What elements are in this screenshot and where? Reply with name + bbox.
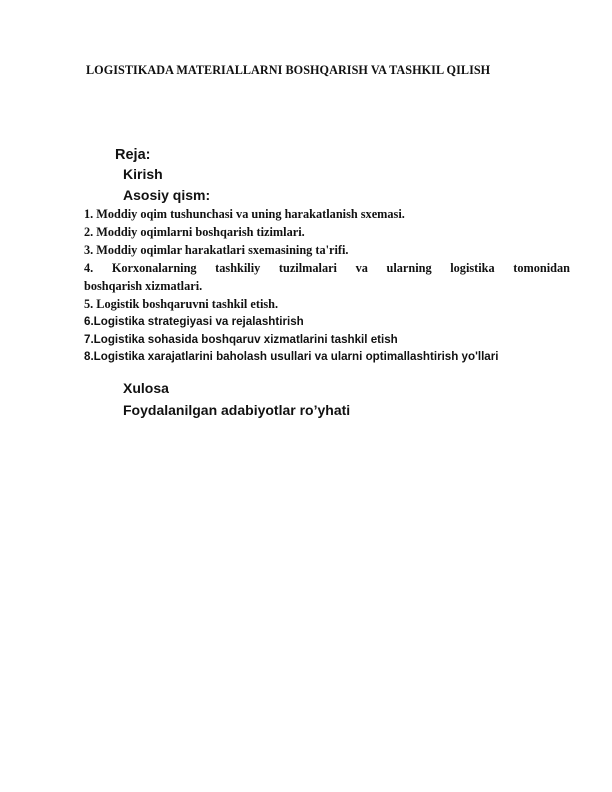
plan-item-5: 5. Logistik boshqaruvni tashkil etish. (84, 297, 279, 311)
plan-item-2: 2. Moddiy oqimlarni boshqarish tizimlari. (84, 225, 305, 239)
section-main-part: Asosiy qism: (123, 187, 211, 203)
section-conclusion: Xulosa (123, 380, 169, 396)
plan-heading: Reja: (115, 147, 151, 163)
document-title: LOGISTIKADA MATERIALLARNI BOSHQARISH VA TASHKIL QILISH (86, 63, 491, 77)
plan-item-4-continuation: boshqarish xizmatlari. (84, 279, 203, 293)
plan-item-7: 7.Logistika sohasida boshqaruv xizmatlarini tashkil etish (84, 333, 398, 346)
plan-item-4: 4. Korxonalarning tashkiliy tuzilmalari va ularning logistika tomonidan (84, 261, 570, 275)
plan-item-8: 8.Logistika xarajatlarini baholash usullari va ularni optimallashtirish yo'llari (84, 350, 499, 363)
plan-item-1: 1. Moddiy oqim tushunchasi va uning harakatlanish sxemasi. (84, 207, 405, 221)
plan-item-3: 3. Moddiy oqimlar harakatlari sxemasining ta'rifi. (84, 243, 349, 257)
plan-item-6: 6.Logistika strategiyasi va rejalashtirish (84, 315, 304, 328)
section-intro: Kirish (123, 166, 163, 182)
section-references: Foydalanilgan adabiyotlar ro’yhati (123, 402, 351, 418)
